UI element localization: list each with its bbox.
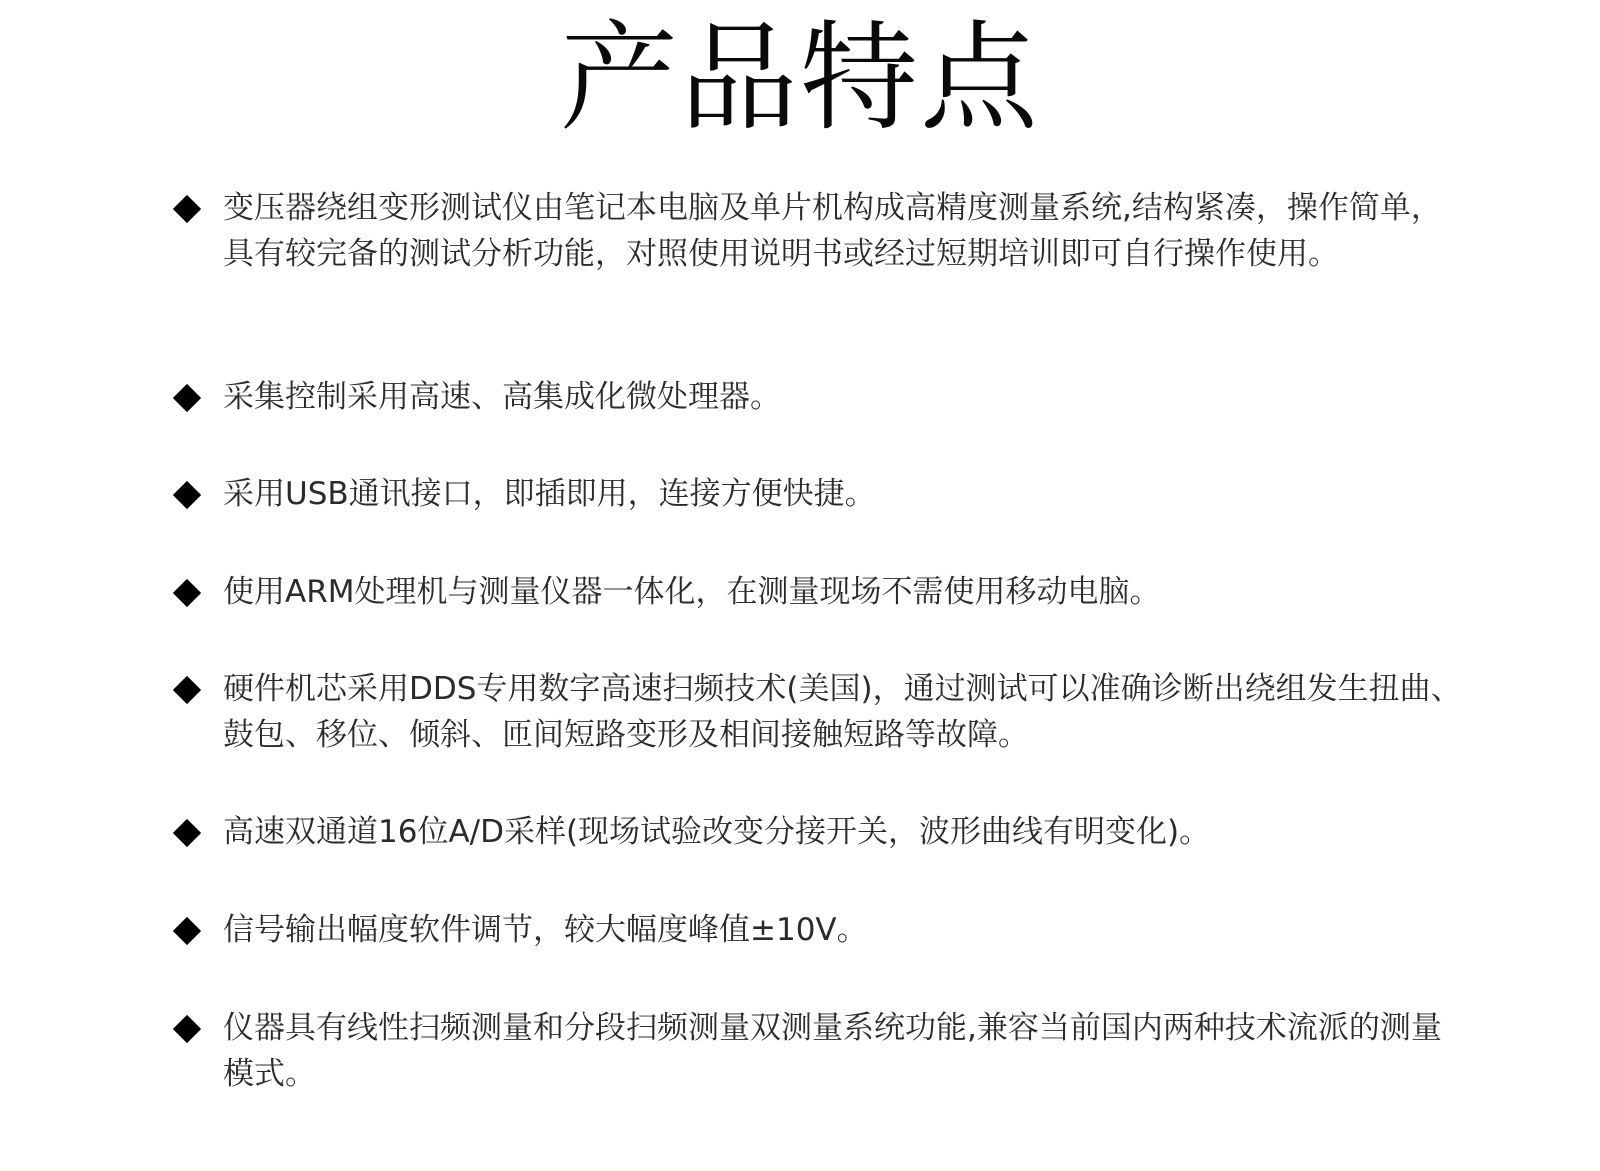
- feature-text-2: 采集控制采用高速、高集成化微处理器。: [223, 379, 781, 415]
- feature-text-3: 采用USB通讯接口，即插即用，连接方便快捷。: [223, 476, 876, 512]
- diamond-bullet-icon: [173, 195, 201, 223]
- feature-text-1: 变压器绕组变形测试仪由笔记本电脑及单片机构成高精度测量系统,结构紧凑，操作简单，具有较完备的测试分析功能，对照使用说明书或经过短期培训即可自行操作使用。: [223, 190, 1442, 272]
- page-title: 产品特点: [559, 9, 1040, 147]
- diamond-bullet-icon: [173, 819, 201, 847]
- diamond-bullet-icon: [173, 676, 201, 704]
- feature-text-8: 仪器具有线性扫频测量和分段扫频测量双测量系统功能,兼容当前国内两种技术流派的测量模式。: [223, 1010, 1442, 1092]
- feature-text-5: 硬件机芯采用DDS专用数字高速扫频技术(美国)，通过测试可以准确诊断出绕组发生扭曲、鼓包、移位、倾斜、匝间短路变形及相间接触短路等故障。: [223, 671, 1462, 753]
- diamond-bullet-icon: [173, 579, 201, 607]
- feature-text-4: 使用ARM处理机与测量仪器一体化，在测量现场不需使用移动电脑。: [223, 574, 1161, 610]
- diamond-bullet-icon: [173, 1015, 201, 1043]
- feature-text-6: 高速双通道16位A/D采样(现场试验改变分接开关，波形曲线有明变化)。: [223, 814, 1211, 850]
- feature-text-7: 信号输出幅度软件调节，较大幅度峰值±10V。: [223, 912, 868, 948]
- diamond-bullet-icon: [173, 917, 201, 945]
- diamond-bullet-icon: [173, 481, 201, 509]
- diamond-bullet-icon: [173, 384, 201, 412]
